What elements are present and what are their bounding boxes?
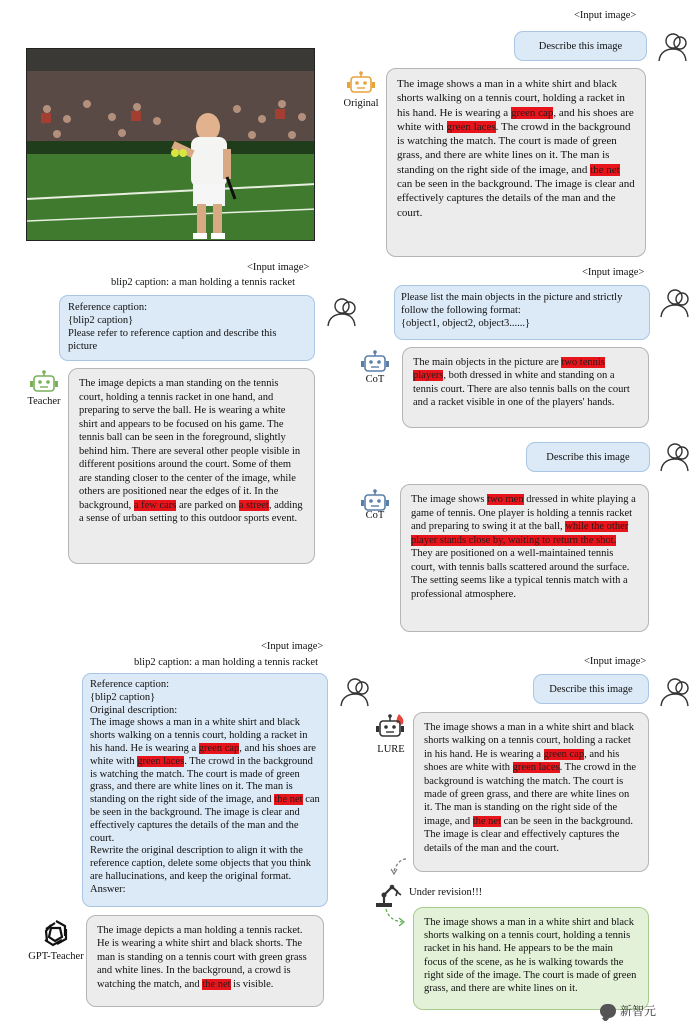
watermark-text: 新智元 [620, 1004, 657, 1018]
hallucination-highlight: a few cars [133, 499, 177, 511]
rewrite-prompt-line-1: Reference caption: [90, 679, 169, 690]
hallucination-highlight: the net [202, 978, 231, 990]
reference-prompt-bubble [59, 295, 315, 361]
teacher-response-bubble [68, 368, 315, 564]
describe-prompt-bubble [533, 674, 649, 704]
teacher-label: Teacher [27, 396, 61, 407]
cot-label: CoT [365, 374, 385, 385]
revision-arrow-top [380, 857, 414, 879]
hallucination-highlight: a street [238, 499, 269, 511]
describe-prompt-text: Describe this image [538, 40, 623, 52]
text-segment: dressed in white playing a game of tennis. One player is holding a tennis racket and preparing to swing it at the ball, [411, 494, 636, 532]
robot-original-icon [346, 71, 376, 97]
text-segment: is visible. [230, 978, 274, 990]
describe-prompt-bubble [526, 442, 650, 472]
lure-response-text [424, 721, 638, 855]
reference-prompt-line-1: Reference caption: [68, 302, 147, 313]
hallucination-highlight: green laces [137, 755, 185, 767]
revision-arrow-bottom [380, 907, 414, 929]
wechat-icon [600, 1004, 616, 1018]
text-segment: The image shows a man in a white shirt and black shorts walking on a tennis court, holding a tennis racket in his hand. He appears to be the main focus of the scene, as he is walking towards the right side of the image. The court is made of green grass, and there are white lines on it. [424, 917, 637, 995]
user-icon [338, 676, 372, 708]
text-segment: The image shows [411, 494, 488, 505]
lure-label: LURE [377, 744, 405, 755]
hallucination-highlight: the net [274, 794, 303, 806]
tennis-input-photo [26, 48, 315, 241]
describe-prompt-bubble [514, 31, 647, 61]
rewrite-prompt-bubble [82, 673, 328, 907]
rewrite-original-text [90, 717, 320, 845]
user-icon [658, 287, 692, 319]
hallucination-highlight: green cap [198, 742, 240, 754]
cot-label: CoT [365, 510, 385, 521]
robot-lure-icon [375, 712, 409, 742]
original-response-text [397, 77, 635, 220]
reference-prompt-line-2: {blip2 caption} [68, 315, 134, 326]
robot-arm-icon [372, 880, 404, 908]
revised-response-bubble [413, 907, 649, 1010]
text-segment: , adding a sense of urban setting to this outdoor sports event. [79, 499, 303, 525]
user-icon [658, 441, 692, 473]
teacher-response-text [79, 377, 304, 526]
input-image-tag: <Input image> [261, 641, 324, 652]
input-image-tag: <Input image> [582, 267, 645, 278]
text-segment: , and his shoes are white with [424, 748, 620, 774]
cot-describe-response-text [411, 493, 638, 601]
text-segment: . The crowd in the background is watching the match. The court is made of green grass, and there are white lines on it. The man is standing on the right side of the image, and [90, 755, 313, 806]
text-segment: The image depicts a man holding a tennis racket. He is wearing a white shirt and black shorts. The man is standing on a tennis court with green grass and white lines. In the background, a crowd is watching the match, and [97, 925, 307, 990]
describe-prompt-text: Describe this image [549, 683, 633, 695]
text-segment: The main objects in the picture are [413, 357, 562, 368]
gpt-teacher-label: GPT-Teacher [28, 951, 84, 962]
input-image-tag: <Input image> [584, 656, 647, 667]
text-segment: are parked on [176, 499, 239, 511]
input-image-tag: <Input image> [574, 10, 637, 21]
text-segment: , both dressed in white and standing on a tennis court. There are also tennis balls on the court and a racket visible in one of the players' hands. [413, 370, 630, 409]
hallucination-highlight: the net [472, 815, 501, 827]
user-icon [656, 31, 690, 63]
user-icon [658, 676, 692, 708]
robot-teacher-icon [29, 370, 59, 396]
list-objects-prompt-bubble [394, 285, 650, 340]
user-icon [325, 296, 359, 328]
hallucination-highlight: the net [590, 163, 620, 176]
gpt-teacher-response-bubble [86, 915, 324, 1007]
rewrite-instruction-text: Rewrite the original description to align it with the reference caption, delete some objects that you think are hallucinations, and keep the original format. Answer: [90, 845, 311, 895]
rewrite-prompt-line-3: Original description: [90, 704, 178, 716]
lure-response-bubble [413, 712, 649, 872]
hallucination-highlight: two men [487, 494, 524, 505]
text-segment: . The crowd in the background is watching the match. The court is made of green grass, and there are white lines on it. The man is standing on the right side of the image, and [397, 120, 631, 176]
watermark [600, 1002, 656, 1019]
robot-cot-icon [360, 350, 390, 376]
text-segment: , and his shoes are white with [397, 106, 634, 133]
text-segment: The image depicts a man standing on the tennis court, holding a tennis racket in one hand, and preparing to serve the ball. He is wearing a white shirt and appears to be focused on his game. The tennis ball can be seen in the foreground, slightly behind him. There are several other people visible in different positions around the court. Some of them are standing closer to the center of the image, while others are positioned near the edges of it. In the background, [79, 378, 301, 511]
under-revision-label: Under revision!!! [409, 887, 483, 898]
hallucination-highlight: green cap [543, 748, 585, 760]
text-segment: The image shows a man in a white shirt and black shorts walking on a tennis court, holding a racket in his hand. He is wearing a [424, 722, 634, 760]
describe-prompt-text: Describe this image [546, 451, 630, 463]
original-label: Original [343, 98, 379, 109]
blip2-caption-tag: blip2 caption: a man holding a tennis racket [134, 657, 318, 668]
reference-prompt-line-3: Please refer to reference caption and describe this picture [68, 328, 277, 352]
text-segment: , and his shoes are white with [90, 742, 316, 767]
openai-logo-icon [40, 917, 72, 949]
cot-objects-response-text [413, 356, 638, 410]
cot-objects-response-bubble [402, 347, 649, 428]
text-segment: The image shows a man in a white shirt and black shorts walking on a tennis court, holding a racket in his hand. He is wearing a [397, 78, 625, 119]
cot-describe-response-bubble [400, 484, 649, 632]
input-image-tag: <Input image> [247, 262, 310, 273]
hallucination-highlight: green laces [512, 762, 560, 774]
text-segment: can be seen in the background. The image is clear and effectively captures the details of the man and the court. [90, 794, 320, 844]
revised-response-text [424, 916, 638, 995]
gpt-teacher-response-text [97, 924, 313, 991]
rewrite-prompt-line-2: {blip2 caption} [90, 691, 156, 703]
text-segment: They are positioned on a well-maintained tennis court, with tennis balls scattered around the surface. The setting seems like a typical tennis match with a professional atmosphere. [411, 548, 630, 600]
original-response-bubble [386, 68, 646, 257]
hallucination-highlight: green laces [446, 120, 496, 133]
hallucination-highlight: while the other player stands close by, waiting to return the shot. [411, 521, 629, 546]
text-segment: . The crowd in the background is watching the match. The court is made of green grass, and there are white lines on it. The man is standing on the right side of the image, and [424, 762, 637, 827]
text-segment: can be seen in the background. The image is clear and effectively captures the details of the man and the court. [424, 815, 634, 854]
list-objects-prompt-line-1: Please list the main objects in the picture and strictly follow the following format: [401, 292, 623, 316]
hallucination-highlight: two tennis players [413, 357, 605, 382]
text-segment: can be seen in the background. The image is clear and effectively captures the details of the man and the court. [397, 178, 635, 219]
list-objects-prompt-line-2: {object1, object2, object3......} [401, 318, 531, 329]
text-segment: The image shows a man in a white shirt and black shorts walking on a tennis court, holding a racket in his hand. He is wearing a [90, 717, 308, 754]
hallucination-highlight: green cap [510, 106, 554, 119]
blip2-caption-tag: blip2 caption: a man holding a tennis racket [111, 277, 295, 288]
